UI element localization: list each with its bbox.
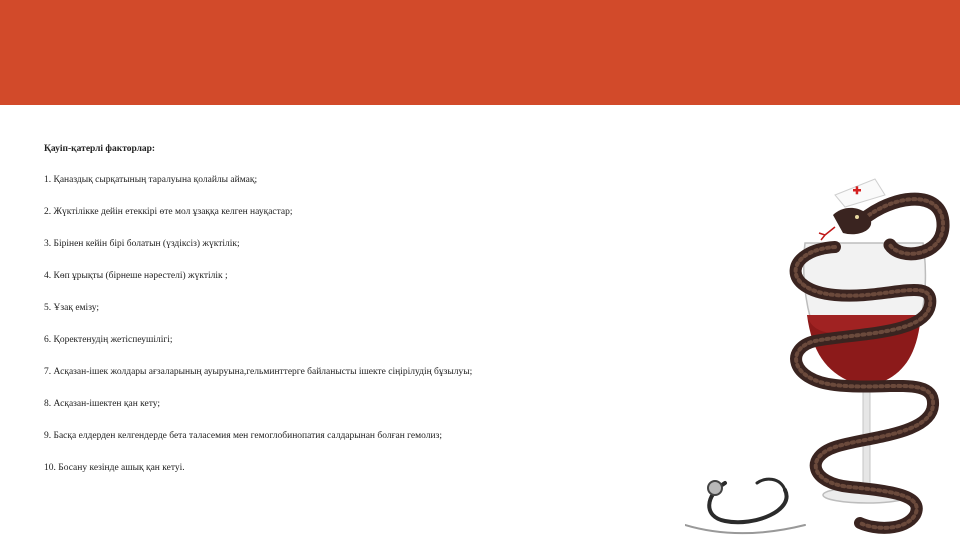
list-item: 8. Асқазан-ішектен қан кету; bbox=[44, 398, 161, 409]
list-item: 2. Жүктілікке дейін етеккірі өте мол ұзаққа келген науқастар; bbox=[44, 206, 293, 217]
list-item: 9. Басқа елдерден келгендерде бета таласемия мен гемоглобинопатия салдарынан болған гемолиз; bbox=[44, 430, 442, 441]
list-item: 10. Босану кезінде ашық қан кетуі. bbox=[44, 462, 185, 473]
illustration-svg bbox=[685, 165, 960, 540]
risk-factors-heading: Қауіп-қатерлі факторлар: bbox=[44, 144, 156, 154]
snake-wine-illustration bbox=[685, 165, 960, 540]
list-item: 5. Ұзақ емізу; bbox=[44, 302, 100, 313]
risk-factors-text bbox=[44, 145, 664, 496]
list-item: 4. Көп ұрықты (бірнеше нәрестелі) жүктілік ; bbox=[44, 270, 228, 281]
list-item: 1. Қаназдық сырқатының таралуына қолайлы аймақ; bbox=[44, 174, 258, 185]
wine-glass-icon bbox=[804, 243, 926, 503]
snake-head-icon bbox=[819, 208, 871, 240]
list-item: 3. Бірінен кейін бірі болатын (үздіксіз) жүктілік; bbox=[44, 238, 240, 249]
list-item: 7. Асқазан-ішек жолдары ағзаларының ауыруына,гельминттерге байланысты ішекте сіңірілудің бұзылуы; bbox=[44, 366, 473, 377]
stethoscope-icon bbox=[685, 479, 805, 533]
list-item: 6. Қоректенудің жетіспеушілігі; bbox=[44, 334, 173, 345]
header-band bbox=[0, 0, 960, 105]
